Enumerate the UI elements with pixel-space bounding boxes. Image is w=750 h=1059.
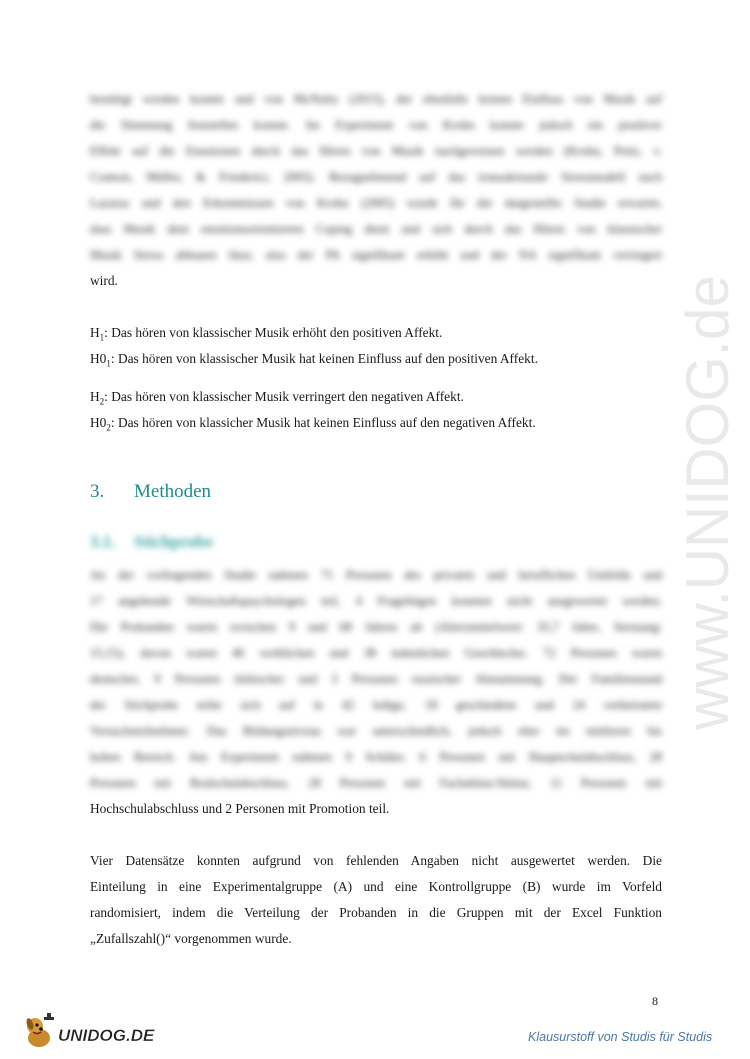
blurred-text-line: deutscher, 9 Personen türkischer und 3 Personen russischer Abstammung. Der Familienstand <box>90 672 662 686</box>
hypothesis-h2: $H_2$: Das hören von klassischer Musik verringert den negativen Affekt. <box>90 389 464 407</box>
subsection-title: Stichprobe <box>134 532 214 551</box>
subsection-heading <box>90 532 213 552</box>
blurred-text-line: dass Musik dem emotionsorientierten Coping dient und sich durch das Hören von klassischer <box>90 222 662 236</box>
intro-last-word: wird. <box>90 273 118 288</box>
body-line: Vier Datensätze konnten aufgrund von fehlenden Angaben nicht ausgewertet werden. Die <box>90 853 662 868</box>
hypothesis-h1: $H_1$: Das hören von klassischer Musik erhöht den positiven Affekt. <box>90 325 443 343</box>
blurred-text-line: 17 angehende Wirtschaftspsychologen teil, 4 Fragebögen konnten nicht ausgewertet werden. <box>90 594 662 608</box>
section-heading <box>90 481 211 503</box>
section-title: Methoden <box>134 481 212 502</box>
blurred-text-line: An der vorliegenden Studie nahmen 71 Personen des privaten und beruflichen Umfelds und <box>90 568 662 582</box>
blurred-text-line: Versuchsteilnehmer. Das Bildungsniveau war unterschiedlich, jedoch eher im mittleren bis <box>90 724 662 738</box>
unidog-logo <box>22 1011 162 1051</box>
footer-tagline: Klausurstoff von Studis für Studis <box>528 1030 713 1044</box>
blurred-text-line: Musik Stress abbauen lässt, also der PA signifikant erhöht und der NA signifikant verringert <box>90 248 662 262</box>
sample-paragraph-blurred <box>90 562 662 796</box>
watermark-text: www.UNIDOG.de <box>674 270 741 730</box>
blurred-text-line: Die Probanden waren zwischen 9 und 68 Jahren alt (Altersmittelwert: 35,7 Jahre, Streuung: <box>90 620 662 634</box>
hypothesis-h02: $H0_2$: Das hören von klassicher Musik hat keinen Einfluss auf den negativen Affekt. <box>90 415 536 433</box>
blurred-text-line: Lazarus und den Erkenntnissen von Krohn (2005) wurde für die dargestellte Studie erwartet, <box>90 196 662 210</box>
watermark <box>636 270 750 740</box>
blurred-text-line: bestätigt werden konnte und von McNulty (2015), der ebenfalls keinen Einfluss von Musik auf <box>90 92 662 106</box>
sample-last-line: Hochschulabschluss und 2 Personen mit Promotion teil. <box>90 801 390 816</box>
body-paragraph <box>90 848 662 952</box>
subsection-number: 3.1. <box>90 532 116 551</box>
blurred-text-line: der Stichprobe teilte sich auf in 42 ledige, 18 geschiedene und 24 verheiratete <box>90 698 662 712</box>
blurred-text-line: die Stimmung feststellen konnte. Im Experiment von Krohn konnte jedoch ein positiver <box>90 118 662 132</box>
blurred-text-line: hohen Bereich. Am Experiment nahmen 9 Schüler, 6 Personen mit Hauptschulabschluss, 28 <box>90 750 662 764</box>
blurred-text-line: Effekt auf die Emotionen durch das Hören von Musik nachgewiesen werden (Krohn, Peitz, v. <box>90 144 662 158</box>
body-line: randomisiert, indem die Verteilung der Probanden in die Gruppen mit der Excel Funktion <box>90 905 662 920</box>
intro-paragraph-blurred <box>90 86 662 268</box>
section-number: 3. <box>90 481 105 502</box>
dog-mascot-icon <box>25 1013 54 1047</box>
blurred-text-line: Cramon, Müller, & Friederici, 2005). Bezugnehmend auf das transaktionale Stressmodell nach <box>90 170 662 184</box>
blurred-text-line: 15,15), davon waren 46 weiblichen und 38 männlichen Geschlechts. 72 Personen waren <box>90 646 662 660</box>
logo-text: UNIDOG.DE <box>58 1026 155 1045</box>
hypothesis-h01: $H0_1$: Das hören von klassischer Musik hat keinen Einfluss auf den positiven Affekt. <box>90 351 538 369</box>
body-line: Einteilung in eine Experimentalgruppe (A) und eine Kontrollgruppe (B) wurde im Vorfeld <box>90 879 662 894</box>
page-number: 8 <box>652 994 658 1008</box>
body-line: „Zufallszahl()“ vorgenommen wurde. <box>90 931 292 946</box>
blurred-text-line: Personen mit Realschulabschluss, 28 Personen mit Fachabitur/Abitur, 11 Personen mit <box>90 776 662 790</box>
